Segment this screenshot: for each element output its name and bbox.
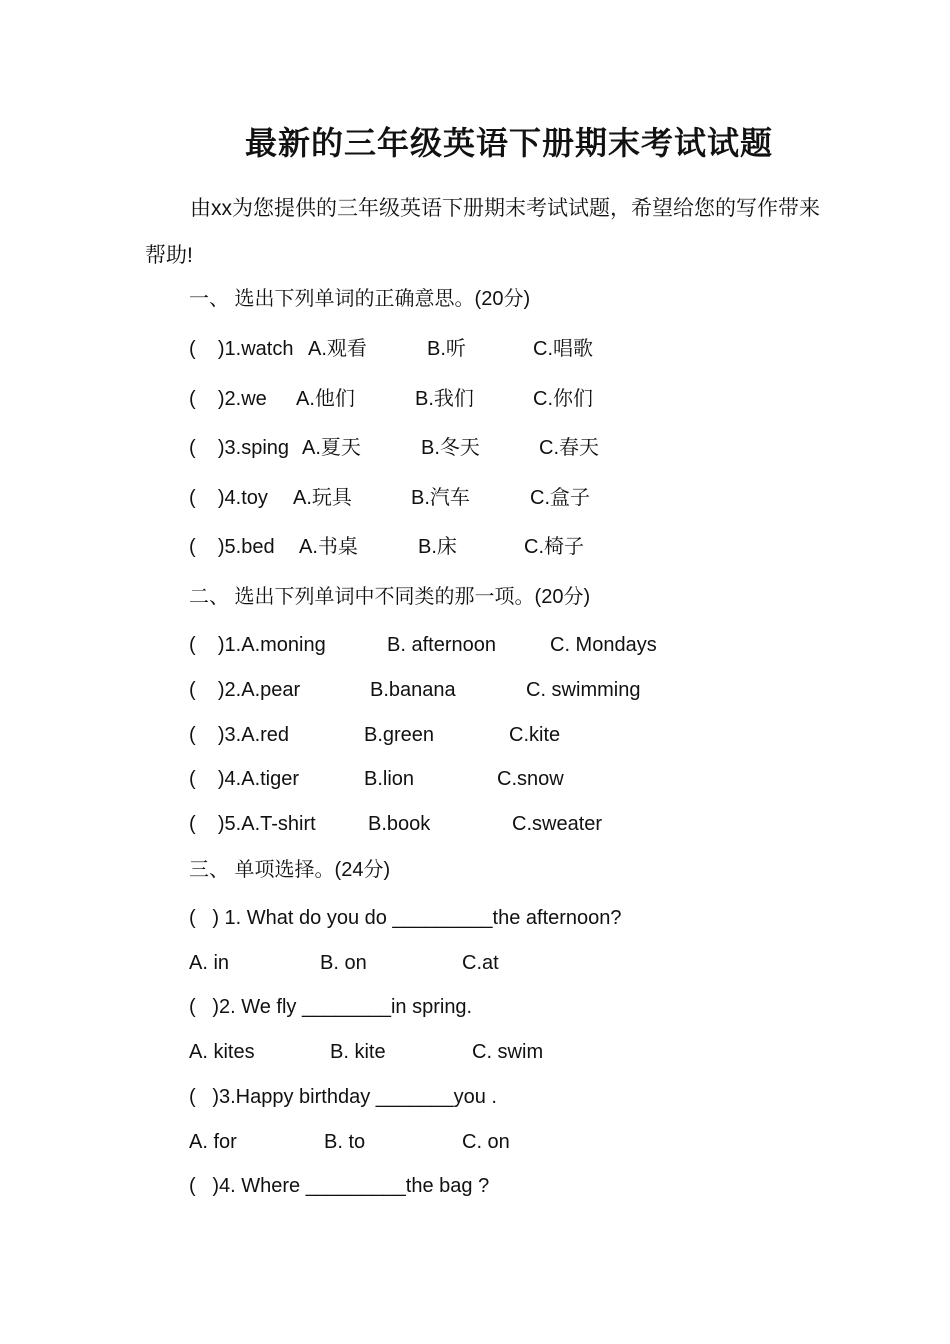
question-text: ( )1.A.moning xyxy=(189,634,326,656)
section3-question-4: ( )4. Where _________the bag ? xyxy=(189,1175,490,1197)
section3-question-1: ( ) 1. What do you do _________the afternoon? xyxy=(189,907,622,929)
option-a: A.夏天 xyxy=(302,437,361,459)
option-a: A.观看 xyxy=(308,338,367,360)
section3-question-2: ( )2. We fly ________in spring. xyxy=(189,996,473,1018)
option-a: A. for xyxy=(189,1131,237,1153)
section1-item-5 xyxy=(189,532,584,562)
option-c: C.at xyxy=(462,952,499,974)
option-b: B.汽车 xyxy=(411,487,470,509)
section1-item-2 xyxy=(189,384,593,414)
option-c: C. Mondays xyxy=(550,634,657,656)
document-title: 最新的三年级英语下册期末考试试题 xyxy=(244,125,773,161)
option-c: C.唱歌 xyxy=(533,338,593,360)
section1-heading: 一、 选出下列单词的正确意思。(20分) xyxy=(189,288,531,310)
option-b: B. on xyxy=(320,952,367,974)
option-c: C.你们 xyxy=(533,388,593,410)
option-c: C. swim xyxy=(472,1041,544,1063)
question-text: ( )4.A.tiger xyxy=(189,768,300,790)
option-b: B. to xyxy=(324,1131,366,1153)
section3-question-3: ( )3.Happy birthday _______you . xyxy=(189,1086,497,1108)
question-text: ( )1.watch xyxy=(189,338,294,360)
section2-heading: 二、 选出下列单词中不同类的那一项。(20分) xyxy=(189,586,591,608)
option-c: C.sweater xyxy=(512,813,603,835)
section3-options-2 xyxy=(189,1037,544,1067)
section3-options-3 xyxy=(189,1127,510,1157)
section3-heading: 三、 单项选择。(24分) xyxy=(189,859,391,881)
option-c: C.snow xyxy=(497,768,564,790)
option-b: B.我们 xyxy=(415,388,474,410)
option-b: B.banana xyxy=(370,679,456,701)
question-text: ( )5.bed xyxy=(189,536,275,558)
section2-item-4 xyxy=(189,764,564,794)
option-a: A.他们 xyxy=(296,388,355,410)
option-b: B.lion xyxy=(364,768,415,790)
section2-item-2 xyxy=(189,675,641,705)
option-b: B. afternoon xyxy=(387,634,496,656)
option-b: B.听 xyxy=(427,338,466,360)
section1-item-3 xyxy=(189,433,599,463)
option-c: C. on xyxy=(462,1131,510,1153)
option-b: B.床 xyxy=(418,536,457,558)
option-c: C.椅子 xyxy=(524,536,584,558)
option-b: B.冬天 xyxy=(421,437,480,459)
question-text: ( )2.A.pear xyxy=(189,679,301,701)
section3-options-1 xyxy=(189,948,499,978)
option-c: C.盒子 xyxy=(530,487,590,509)
section2-item-5 xyxy=(189,809,603,839)
question-text: ( )5.A.T-shirt xyxy=(189,813,316,835)
section2-item-1 xyxy=(189,630,657,660)
option-c: C.春天 xyxy=(539,437,599,459)
option-b: B.book xyxy=(368,813,431,835)
option-a: A.书桌 xyxy=(299,536,358,558)
section1-item-4 xyxy=(189,483,590,513)
option-a: A. in xyxy=(189,952,230,974)
option-b: B. kite xyxy=(330,1041,386,1063)
question-text: ( )3.sping xyxy=(189,437,290,459)
question-text: ( )3.A.red xyxy=(189,724,290,746)
section2-item-3 xyxy=(189,720,561,750)
option-c: C. swimming xyxy=(526,679,641,701)
question-text: ( )4.toy xyxy=(189,487,268,509)
intro-paragraph: 由xx为您提供的三年级英语下册期末考试试题，希望给您的写作带来帮助! xyxy=(145,197,820,267)
option-a: A. kites xyxy=(189,1041,255,1063)
option-a: A.玩具 xyxy=(293,487,352,509)
option-b: B.green xyxy=(364,724,435,746)
section1-item-1 xyxy=(189,334,593,364)
option-c: C.kite xyxy=(509,724,561,746)
question-text: ( )2.we xyxy=(189,388,267,410)
